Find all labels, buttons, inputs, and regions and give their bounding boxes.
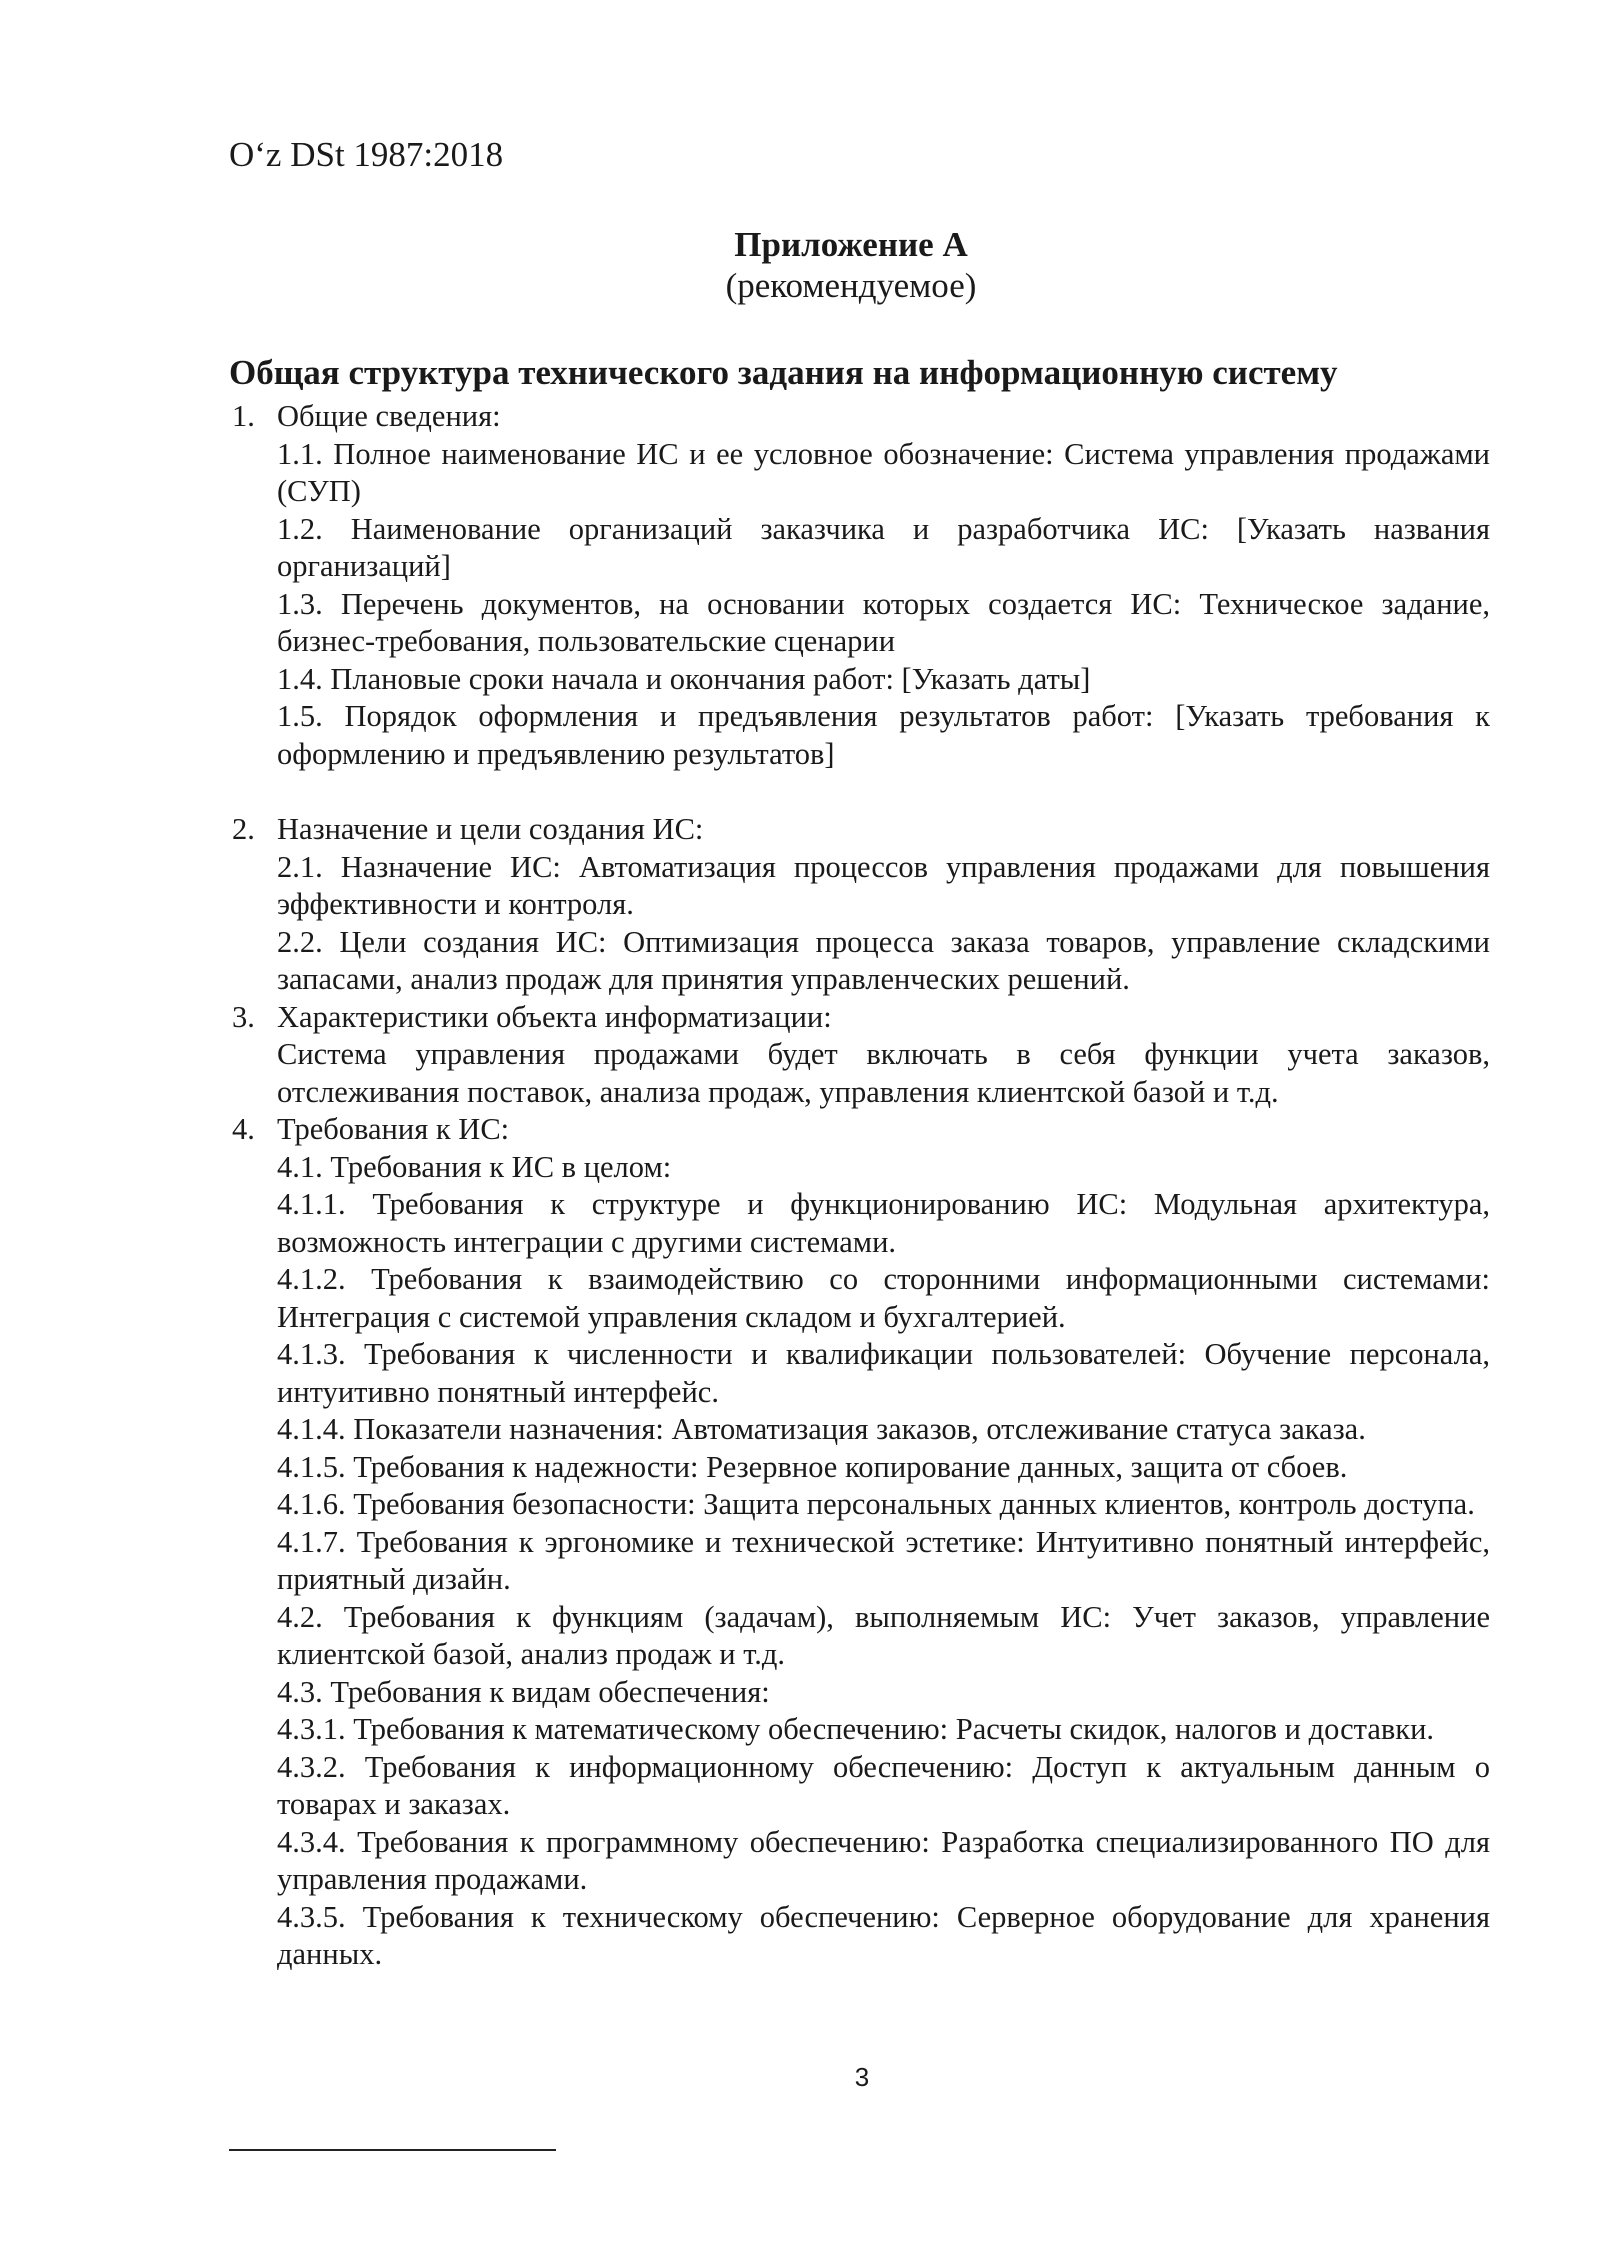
footnote-separator	[229, 2149, 556, 2151]
list-item: 2.1. Назначение ИС: Автоматизация процессов управления продажами для повышения эффективности и контроля.	[277, 849, 1490, 921]
section-number: 2.	[232, 812, 255, 846]
appendix-title: Приложение А	[734, 225, 968, 264]
section-heading: Характеристики объекта информатизации:	[277, 999, 832, 1034]
section-1	[229, 398, 1490, 773]
list-item: 4.1.7. Требования к эргономике и технической эстетике: Интуитивно понятный интерфейс, приятный дизайн.	[277, 1524, 1490, 1596]
section-heading: Общие сведения:	[277, 399, 501, 433]
list-item: 4.3.4. Требования к программному обеспечению: Разработка специализированного ПО для управления продажами.	[277, 1824, 1490, 1896]
section-heading: Требования к ИС:	[277, 1112, 510, 1146]
list-item: 1.3. Перечень документов, на основании которых создается ИС: Техническое задание, бизнес-требования, пользовательские сценарии	[277, 586, 1490, 658]
list-item: 1.4. Плановые сроки начала и окончания работ: [Указать даты]	[277, 661, 1091, 696]
list-item: 4.3.1. Требования к математическому обеспечению: Расчеты скидок, налогов и доставки.	[277, 1712, 1435, 1746]
list-item: 1.5. Порядок оформления и предъявления результатов работ: [Указать требования к оформлению и предъявлению результатов]	[277, 699, 1490, 771]
list-item: 4.3.2. Требования к информационному обеспечению: Доступ к актуальным данным о товарах и заказах.	[277, 1749, 1490, 1821]
section-number: 3.	[232, 999, 255, 1034]
list-item: 4.1.6. Требования безопасности: Защита персональных данных клиентов, контроль доступа.	[277, 1487, 1475, 1521]
section-heading: Назначение и цели создания ИС:	[277, 812, 704, 846]
standard-code: O‘z DSt 1987:2018	[229, 135, 504, 174]
section-4	[229, 1111, 1490, 1974]
document-body	[229, 398, 1490, 1974]
list-item: 4.1.5. Требования к надежности: Резервное копирование данных, защита от сбоев.	[277, 1449, 1348, 1484]
list-item: Система управления продажами будет включать в себя функции учета заказов, отслеживания поставок, анализа продаж, управления клиентской базой и т.д.	[277, 1037, 1490, 1109]
section-number: 4.	[232, 1112, 255, 1146]
blank-line	[229, 773, 1490, 811]
list-item: 4.1.2. Требования к взаимодействию со сторонними информационными системами: Интеграция с системой управления складом и бухгалтерией.	[277, 1262, 1490, 1334]
list-item: 1.1. Полное наименование ИС и ее условное обозначение: Система управления продажами (СУП)	[277, 436, 1490, 508]
list-item: 4.3. Требования к видам обеспечения:	[277, 1674, 770, 1709]
list-item: 4.2. Требования к функциям (задачам), выполняемым ИС: Учет заказов, управление клиентской базой, анализ продаж и т.д.	[277, 1599, 1490, 1671]
appendix-kind: (рекомендуемое)	[725, 266, 977, 305]
section-number: 1.	[232, 399, 255, 433]
list-item: 1.2. Наименование организаций заказчика и разработчика ИС: [Указать названия организаций]	[277, 511, 1490, 583]
document-title: Общая структура технического задания на информационную систему	[229, 353, 1338, 392]
page-number: 3	[854, 2062, 870, 2092]
list-item: 4.1.1. Требования к структуре и функционированию ИС: Модульная архитектура, возможность интеграции с другими системами.	[277, 1187, 1490, 1259]
list-item: 4.1.3. Требования к численности и квалификации пользователей: Обучение персонала, интуитивно понятный интерфейс.	[277, 1337, 1490, 1409]
section-3	[229, 999, 1490, 1112]
list-item: 4.1. Требования к ИС в целом:	[277, 1149, 672, 1184]
list-item: 2.2. Цели создания ИС: Оптимизация процесса заказа товаров, управление складскими запасами, анализ продаж для принятия управленческих решений.	[277, 924, 1490, 996]
list-item: 4.1.4. Показатели назначения: Автоматизация заказов, отслеживание статуса заказа.	[277, 1412, 1366, 1446]
section-2	[229, 811, 1490, 999]
list-item: 4.3.5. Требования к техническому обеспечению: Серверное оборудование для хранения данных.	[277, 1899, 1490, 1971]
